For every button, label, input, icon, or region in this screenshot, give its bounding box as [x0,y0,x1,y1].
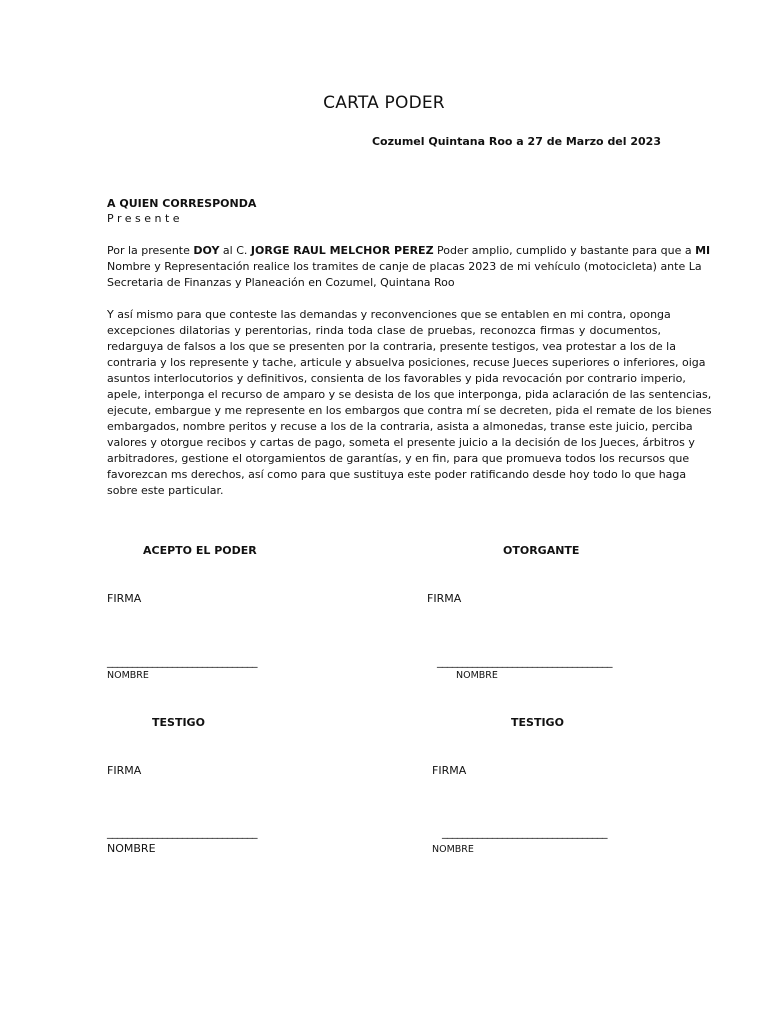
doy-word: DOY [193,244,220,257]
nombre-label-acepto: NOMBRE [107,670,149,681]
paragraph-grant-line-2: Nombre y Representación realice los tramites de canje de placas 2023 de mi vehículo (motocicleta) ante La [107,260,702,273]
testigo-heading-left: TESTIGO [152,716,205,729]
paragraph-powers-line: apele, interponga el recurso de amparo y se desista de los que interponga, pida aclaración de las sentencias, [107,388,712,401]
paragraph-grant-line-3: Secretaria de Finanzas y Planeación en Cozumel, Quintana Roo [107,276,455,289]
otorgante-heading: OTORGANTE [503,544,580,557]
paragraph-powers-line: contraria y los represente y tache, articule y absuelva posiciones, recuse Jueces superiores o inferiores, oiga [107,356,706,369]
paragraph-powers-line: embargados, nombre peritos y recuse a los de la contraria, asista a almonedas, transe este juicio, perciba [107,420,693,433]
paragraph-powers [107,307,712,499]
testigo-heading-right: TESTIGO [511,716,564,729]
paragraph-powers-line: favorezcan ms derechos, así como para que sustituya este poder ratificando desde hoy todo lo que haga [107,468,687,481]
signature-line-otorgante: ___________________________________ [437,655,612,668]
firma-label-otorgante: FIRMA [427,592,462,605]
signature-line-testigo-right: _________________________________ [442,826,607,839]
paragraph-grant [107,243,711,291]
signature-line-testigo-left: ______________________________ [107,826,257,839]
acepto-heading: ACEPTO EL PODER [143,544,257,557]
firma-label-acepto: FIRMA [107,592,142,605]
nombre-label-testigo-left: NOMBRE [107,842,156,855]
paragraph-powers-line: valores y otorgue recibos y cartas de pago, someta el presente juicio a la decisión de los Jueces, árbitros y [107,436,695,449]
place-date: Cozumel Quintana Roo a 27 de Marzo del 2023 [371,135,661,148]
attorney-name: JORGE RAUL MELCHOR PEREZ [250,244,434,257]
recipient-heading: A QUIEN CORRESPONDA [107,197,257,210]
mi-word: MI [695,244,711,257]
paragraph-powers-line: ejecute, embargue y me represente en los embargos que contra mí se decreten, pida el remate de los bienes [107,404,712,417]
document-title: CARTA PODER [323,93,445,113]
firma-label-testigo-right: FIRMA [432,764,467,777]
paragraph-powers-line: asuntos interlocutorios y definitivos, consienta de los favorables y pida revocación por contrario imperio, [107,372,686,385]
signature-line-acepto: ______________________________ [107,655,257,668]
paragraph-powers-line: sobre este particular. [107,484,224,497]
presente-label: Presente [107,212,184,225]
nombre-label-testigo-right: NOMBRE [432,844,474,855]
paragraph-grant-line-1: Por la presente DOY al C. JORGE RAUL MELCHOR PEREZ Poder amplio, cumplido y bastante para que a MI [107,244,711,257]
firma-label-testigo-left: FIRMA [107,764,142,777]
paragraph-powers-line: Y así mismo para que conteste las demandas y reconvenciones que se entablen en mi contra, oponga [107,308,671,321]
paragraph-powers-line: redarguya de falsos a los que se presenten por la contraria, presente testigos, vea protestar a los de la [107,340,676,353]
paragraph-powers-line: excepciones dilatorias y perentorias, rinda toda clase de pruebas, reconozca firmas y documentos, [107,324,661,337]
nombre-label-otorgante: NOMBRE [456,670,498,681]
paragraph-powers-line: arbitradores, gestione el otorgamientos de garantías, y en fin, para que promueva todos los recursos que [107,452,690,465]
